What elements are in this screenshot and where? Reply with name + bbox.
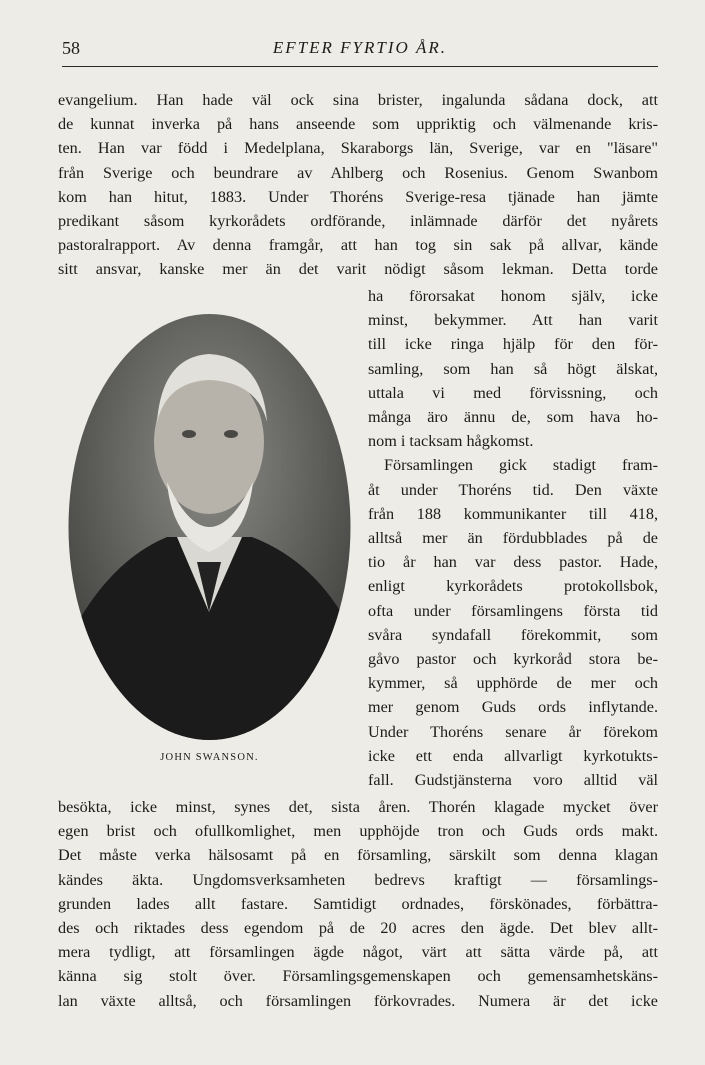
text-line: minst, bekymmer. Att han varit [368, 311, 658, 330]
text-line: nom i tacksam hågkomst. [368, 432, 534, 451]
text-line: sitt ansvar, kanske mer än det varit nödigt såsom lekman. Detta torde [58, 260, 658, 279]
text-line: från Sverige och beundrare av Ahlberg och Rosenius. Genom Swanbom [58, 163, 658, 182]
text-line: kändes äkta. Ungdomsverksamheten bedrevs kraftigt — församlings- [58, 870, 658, 889]
text-line: svåra syndafall förekommit, som [368, 625, 658, 644]
text-line: des och riktades dess egendom på de 20 acres den ägde. Det blev allt- [58, 919, 658, 937]
page-number: 58 [62, 38, 80, 58]
text-line: åt under Thoréns tid. Den växte [368, 480, 658, 499]
text-line: mer genom Guds ords inflytande. [368, 698, 658, 717]
portrait-photo [67, 312, 352, 742]
text-line: de kunnat inverka på hans anseende som uppriktig och välmenande kris- [58, 115, 658, 134]
text-line: kom han hitut, 1883. Under Thoréns Sverige-resa tjänade han jämte [58, 187, 658, 206]
text-line: tio år han var dess pastor. Hade, [368, 553, 658, 572]
text-line: Församlingen gick stadigt fram- [384, 456, 658, 475]
text-line: många äro ännu de, som hava ho- [368, 408, 658, 426]
text-line: evangelium. Han hade väl ock sina brister, ingalunda sådana dock, att [58, 91, 658, 109]
text-line: gåvo pastor och kyrkoråd stora be- [368, 650, 658, 668]
text-line: ten. Han var född i Medelplana, Skaraborgs län, Sverige, var en "läsare" [58, 139, 658, 158]
text-line: grunden lades allt fastare. Samtidigt ordnades, förskönades, förbättra- [58, 894, 658, 913]
text-line: besökta, icke minst, synes det, sista åren. Thorén klagade mycket över [58, 798, 658, 816]
text-line: kymmer, så upphörde de mer och [368, 674, 658, 693]
text-line: Det måste verka hälsosamt på en församling, särskilt som denna klagan [58, 846, 658, 865]
text-line: till icke ringa hjälp för den för- [368, 335, 658, 354]
text-line: uttala vi med förvissning, och [368, 383, 658, 402]
text-line: predikant såsom kyrkorådets ordförande, inlämnade därför det nyårets [58, 212, 658, 230]
text-line: ofta under församlingens första tid [368, 601, 658, 620]
text-line: fall. Gudstjänsterna voro alltid väl [368, 771, 658, 789]
text-line: alltså mer än fördubblades på de [368, 529, 658, 547]
text-line: icke ett enda allvarligt kyrkotukts- [368, 746, 658, 765]
text-line: ha förorsakat honom själv, icke [368, 287, 658, 305]
text-line: enligt kyrkorådets protokollsbok, [368, 577, 658, 596]
page-header [62, 38, 658, 66]
portrait-caption: JOHN SWANSON. [160, 752, 259, 763]
text-line: egen brist och ofullkomlighet, men upphöjde tron och Guds ords makt. [58, 822, 658, 841]
header-rule [62, 66, 658, 67]
text-line: lan växte alltså, och församlingen förkovrades. Numera är det icke [58, 991, 658, 1010]
text-line: pastoralrapport. Av denna framgår, att han tog sin sak på allvar, kände [58, 236, 658, 255]
text-line: samling, som han så högt älskat, [368, 359, 658, 378]
running-title: EFTER FYRTIO ÅR. [272, 38, 448, 57]
text-line: från 188 kommunikanter till 418, [368, 504, 658, 523]
text-line: mera tydligt, att församlingen ägde något, värt att sätta värde på, att [58, 943, 658, 962]
text-line: känna sig stolt över. Församlingsgemenskapen och gemensamhetskäns- [58, 967, 658, 986]
text-line: Under Thoréns senare år förekom [368, 722, 658, 741]
